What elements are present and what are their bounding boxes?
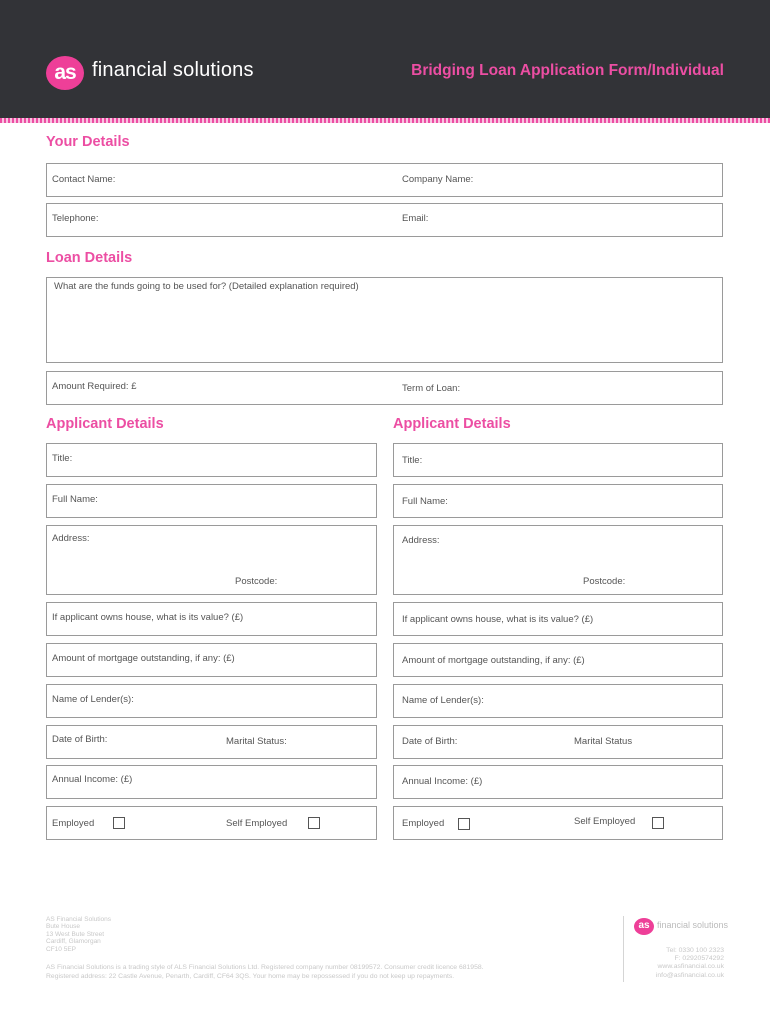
amount-term-row[interactable] — [46, 371, 723, 405]
header-stripe — [0, 118, 770, 123]
employed-label: Employed — [402, 818, 445, 829]
self-employed-label: Self Employed — [226, 818, 288, 829]
telephone-label: Telephone: — [52, 213, 99, 224]
applicant-2-lenders-field[interactable] — [393, 684, 723, 718]
logo-text: financial solutions — [92, 59, 254, 81]
dob-label: Date of Birth: — [52, 734, 108, 745]
applicant-2-income-field[interactable] — [393, 765, 723, 799]
applicant-2-employment-row — [393, 806, 723, 840]
mortgage-label: Amount of mortgage outstanding, if any: (£) — [52, 653, 235, 664]
employed-label: Employed — [52, 818, 95, 829]
marital-status-label: Marital Status — [574, 736, 633, 747]
footer-legal — [46, 963, 566, 981]
income-label: Annual Income: (£) — [52, 774, 133, 785]
full-name-label: Full Name: — [52, 494, 98, 505]
mortgage-label: Amount of mortgage outstanding, if any: (£) — [402, 655, 585, 666]
funds-usage-field[interactable] — [46, 277, 723, 363]
house-value-label: If applicant owns house, what is its value? (£) — [52, 612, 244, 623]
footer-logo-mark: as — [634, 918, 654, 935]
footer-fax: F: 02920574292 — [674, 955, 724, 963]
full-name-label: Full Name: — [402, 496, 448, 507]
footer-legal-line: Registered address: 22 Castle Avenue, Penarth, Cardiff, CF64 3QS. Your home may be repossessed if you do not keep up repayments. — [46, 973, 455, 980]
income-label: Annual Income: (£) — [402, 776, 483, 787]
funds-question-label: What are the funds going to be used for? (Detailed explanation required) — [54, 281, 359, 292]
applicant-1-address-field[interactable] — [46, 525, 377, 595]
footer-address — [46, 916, 111, 953]
company-name-label: Company Name: — [402, 174, 474, 185]
applicant-1-income-field[interactable] — [46, 765, 377, 799]
applicant-2-title-field[interactable] — [393, 443, 723, 477]
house-value-label: If applicant owns house, what is its value? (£) — [402, 614, 594, 625]
footer-legal-line: AS Financial Solutions is a trading style of ALS Financial Solutions Ltd. Registered company number 08199572. Consumer credit licence 681958. — [46, 964, 484, 971]
footer-email-link[interactable]: info@asfinancial.co.uk — [655, 971, 724, 979]
applicant-1-mortgage-field[interactable] — [46, 643, 377, 677]
footer-address-line: 13 West Bute Street — [46, 930, 105, 938]
applicant-2-dob-marital-row[interactable] — [393, 725, 723, 759]
applicant-1-name-field[interactable] — [46, 484, 377, 518]
applicant-1-title-field[interactable] — [46, 443, 377, 477]
footer-address-line: AS Financial Solutions — [46, 916, 112, 923]
self-employed-label: Self Employed — [574, 816, 636, 827]
section-loan-details: Loan Details — [46, 250, 133, 266]
footer-brand-text: financial solutions — [657, 920, 729, 930]
address-label: Address: — [402, 535, 440, 546]
applicant-2-name-field[interactable] — [393, 484, 723, 518]
applicant-1-lenders-field[interactable] — [46, 684, 377, 718]
applicant-1-dob-marital-row[interactable] — [46, 725, 377, 759]
amount-required-label: Amount Required: £ — [52, 381, 137, 392]
dob-label: Date of Birth: — [402, 736, 458, 747]
email-label: Email: — [402, 213, 429, 224]
applicant-2-mortgage-field[interactable] — [393, 643, 723, 677]
applicant-1-house-value-field[interactable] — [46, 602, 377, 636]
employed-checkbox[interactable] — [458, 818, 470, 830]
applicant-1-employment-row — [46, 806, 377, 840]
form-title: Bridging Loan Application Form/Individual — [411, 62, 724, 79]
employed-checkbox[interactable] — [113, 817, 125, 829]
footer-address-line: CF10 5EP — [46, 945, 76, 953]
footer-address-line: Bute House — [46, 923, 80, 931]
section-applicant-2: Applicant Details — [393, 416, 511, 432]
self-employed-checkbox[interactable] — [308, 817, 320, 829]
contact-row[interactable] — [46, 163, 723, 197]
address-label: Address: — [52, 533, 90, 544]
footer-website-link[interactable]: www.asfinancial.co.uk — [657, 963, 724, 971]
footer-contact — [656, 947, 724, 980]
applicant-2-address-field[interactable] — [393, 525, 723, 595]
postcode-label: Postcode: — [583, 576, 626, 587]
marital-status-label: Marital Status: — [226, 736, 287, 747]
title-label: Title: — [402, 455, 423, 466]
footer-divider — [623, 916, 624, 982]
section-your-details: Your Details — [46, 134, 130, 150]
term-of-loan-label: Term of Loan: — [402, 383, 461, 394]
footer-phone: Tel: 0330 100 2323 — [666, 947, 724, 954]
phone-email-row[interactable] — [46, 203, 723, 237]
postcode-label: Postcode: — [235, 576, 278, 587]
logo-mark: as — [46, 56, 84, 90]
self-employed-checkbox[interactable] — [652, 817, 664, 829]
lenders-label: Name of Lender(s): — [52, 694, 134, 705]
section-applicant-1: Applicant Details — [46, 416, 164, 432]
contact-name-label: Contact Name: — [52, 174, 116, 185]
footer-address-line: Cardiff, Glamorgan — [46, 938, 101, 946]
applicant-2-house-value-field[interactable] — [393, 602, 723, 636]
lenders-label: Name of Lender(s): — [402, 695, 484, 706]
title-label: Title: — [52, 453, 73, 464]
